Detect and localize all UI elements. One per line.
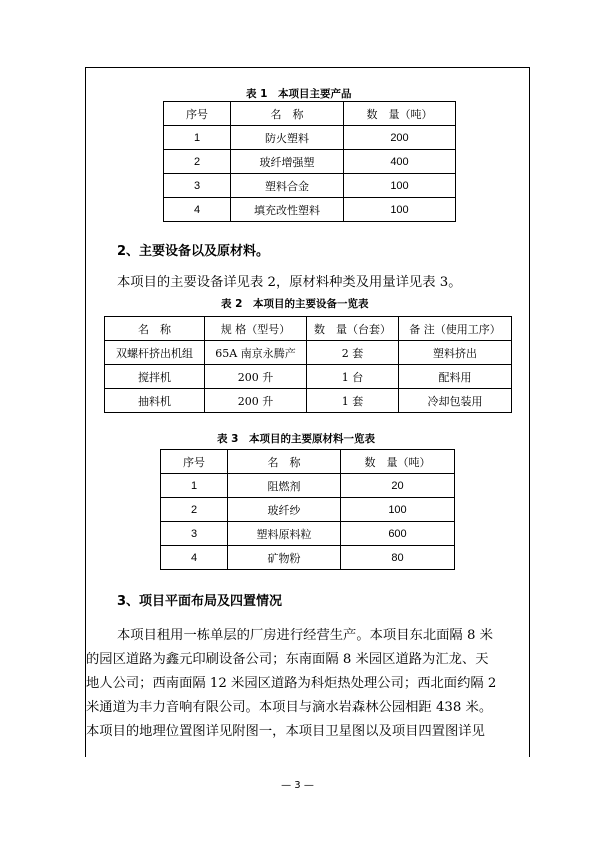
table3-caption: 表 3 本项目的主要原材料一览表	[217, 433, 375, 445]
table1-caption: 表 1 本项目主要产品	[246, 88, 352, 100]
table-cell: 塑料合金	[231, 174, 344, 198]
table-cell: 4	[161, 546, 228, 570]
table1-header: 数 量（吨）	[344, 102, 456, 126]
table-cell: 1 台	[307, 365, 399, 389]
table2-header: 数 量（台套）	[307, 317, 399, 341]
table-cell: 200	[344, 126, 456, 150]
table-cell: 4	[164, 198, 231, 222]
table-cell: 塑料原料粒	[228, 522, 341, 546]
table-cell: 填充改性塑料	[231, 198, 344, 222]
table-cell: 矿物粉	[228, 546, 341, 570]
table-cell: 80	[341, 546, 455, 570]
table-cell: 1 套	[307, 389, 399, 413]
table-row	[105, 389, 512, 413]
table2-header-row	[105, 317, 512, 341]
table-cell: 200 升	[205, 365, 307, 389]
table-row	[164, 174, 456, 198]
table-row	[105, 341, 512, 365]
table-row	[161, 474, 455, 498]
table2-header: 规 格（型号）	[205, 317, 307, 341]
table-cell: 100	[341, 498, 455, 522]
table-row	[164, 126, 456, 150]
table-cell: 配料用	[399, 365, 512, 389]
table-row	[164, 150, 456, 174]
table-row	[161, 498, 455, 522]
table3	[160, 449, 455, 570]
page-number: — 3 —	[281, 780, 314, 791]
table1	[163, 101, 456, 222]
table-cell: 玻纤纱	[228, 498, 341, 522]
table3-header: 数 量（吨）	[341, 450, 455, 474]
table-cell: 65A 南京永腾产	[205, 341, 307, 365]
table-cell: 200 升	[205, 389, 307, 413]
table-cell: 2 套	[307, 341, 399, 365]
table2-header: 名 称	[105, 317, 205, 341]
table-row	[164, 198, 456, 222]
table-cell: 600	[341, 522, 455, 546]
table-cell: 3	[161, 522, 228, 546]
table-cell: 玻纤增强塑	[231, 150, 344, 174]
table-cell: 搅拌机	[105, 365, 205, 389]
table-cell: 阻燃剂	[228, 474, 341, 498]
table-cell: 3	[164, 174, 231, 198]
table-cell: 20	[341, 474, 455, 498]
table-cell: 1	[161, 474, 228, 498]
table-cell: 塑料挤出	[399, 341, 512, 365]
section3-line: 本项目租用一栋单层的厂房进行经营生产。本项目东北面隔 8 米	[117, 628, 493, 643]
table-cell: 400	[344, 150, 456, 174]
section2-paragraph: 本项目的主要设备详见表 2，原材料种类及用量详见表 3。	[117, 275, 462, 290]
section3-line: 米通道为丰力音响有限公司。本项目与滴水岩森林公园相距 438 米。	[86, 700, 493, 715]
table3-header: 序号	[161, 450, 228, 474]
table-row	[161, 546, 455, 570]
table1-header: 名 称	[231, 102, 344, 126]
table-cell: 2	[164, 150, 231, 174]
table2-caption: 表 2 本项目的主要设备一览表	[221, 298, 369, 310]
section3-heading: 3、项目平面布局及四置情况	[117, 594, 283, 609]
section2-heading: 2、主要设备以及原材料。	[117, 244, 270, 259]
table-cell: 2	[161, 498, 228, 522]
table-cell: 1	[164, 126, 231, 150]
section3-line: 本项目的地理位置图详见附图一，本项目卫星图以及项目四置图详见	[86, 724, 485, 739]
table-cell: 冷却包装用	[399, 389, 512, 413]
section3-line: 的园区道路为鑫元印刷设备公司；东南面隔 8 米园区道路为汇龙、天	[86, 652, 489, 667]
table-cell: 防火塑料	[231, 126, 344, 150]
table-cell: 抽料机	[105, 389, 205, 413]
table3-header: 名 称	[228, 450, 341, 474]
table2	[104, 316, 512, 413]
section3-line: 地人公司；西南面隔 12 米园区道路为科炬热处理公司；西北面约隔 2	[86, 676, 497, 691]
table3-header-row	[161, 450, 455, 474]
table-cell: 双螺杆挤出机组	[105, 341, 205, 365]
table2-header: 备 注（使用工序）	[399, 317, 512, 341]
table-row	[161, 522, 455, 546]
table-row	[105, 365, 512, 389]
table-cell: 100	[344, 174, 456, 198]
table-cell: 100	[344, 198, 456, 222]
table1-header: 序号	[164, 102, 231, 126]
table1-header-row	[164, 102, 456, 126]
